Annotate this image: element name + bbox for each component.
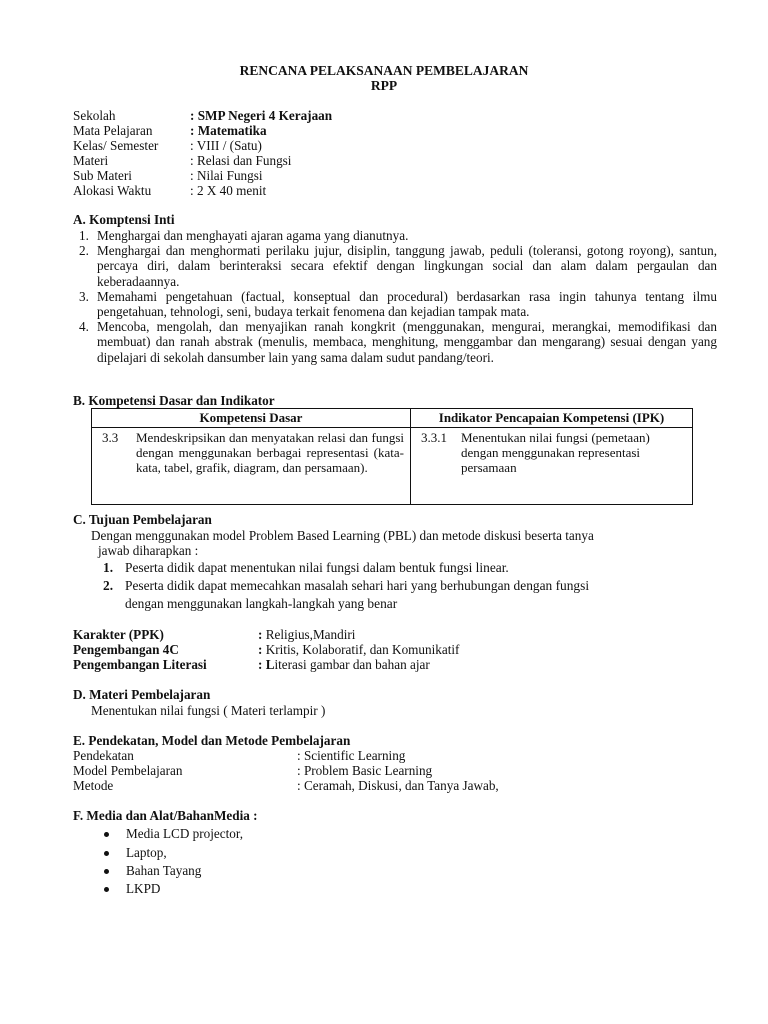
- tujuan-intro: Dengan menggunakan model Problem Based Learning (PBL) dan metode diskusi beserta tanya: [91, 528, 594, 543]
- list-item: 4. Mencoba, mengolah, dan menyajikan ranah kongkrit (menggunakan, mengurai, merangkai, memodifikasi dan membuat) dan ranah abstrak (menulis, membaca, menghitung, menggambar dan mengarang) sesuai dengan yang dipelajari di sekolah dansumber lain yang sama dalam sudut pandang/teori.: [79, 319, 717, 365]
- table-header-kd: Kompetensi Dasar: [92, 409, 411, 428]
- kd-text: Mendeskripsikan dan menyatakan relasi dan fungsi dengan menggunakan berbagai representasi (kata-kata, tabel, grafik, diagram, dan persamaan).: [136, 430, 404, 475]
- bullet-icon: [104, 832, 109, 837]
- info-label: Sekolah: [73, 108, 116, 123]
- tujuan-intro-cont: jawab diharapkan :: [98, 543, 199, 558]
- section-b-heading: B. Kompetensi Dasar dan Indikator: [73, 393, 275, 408]
- bullet-icon: [104, 869, 109, 874]
- document-subtitle: RPP: [370, 78, 398, 93]
- bullet-icon: [104, 851, 109, 856]
- list-item: 1. Menghargai dan menghayati ajaran agama yang dianutnya.: [79, 228, 409, 243]
- document-page: RENCANA PELAKSANAAN PEMBELAJARAN RPP Sekolah : SMP Negeri 4 Kerajaan Mata Pelajaran : Matematika Kelas/ Semester : VIII / (Satu) Materi : Relasi dan Fungsi Sub Materi : Nilai Fungsi Alokasi Waktu : 2 X 40 menit A. Komptensi Inti 1. Menghargai dan menghayati ajaran agama yang dianutnya. 2. Menghargai dan menghormati perilaku jujur, disiplin, tanggung jawab, peduli (toleransi, gotong royong), santun, percaya diri, dalam berinteraksi secara efektif dengan lingkungan social dan alam dalam pergaulan dan keberadaannya. 3. Memahami pengetahuan (factual, konseptual dan procedural) berdasarkan rasa ingin tahunya tentang ilmu pengetahuan, tehnologi, seni, budaya terkait fenomena dan kejadian tampak mata. 4. Mencoba, mengolah, dan menyajikan ranah kongkrit (menggunakan, mengurai, merangkai, memodifikasi dan membuat) dan ranah abstrak (menulis, membaca, menghitung, menggambar dan mengarang) sesuai dengan yang dipelajari di sekolah dansumber lain yang sama dalam sudut pandang/teori. B. Kompetensi Dasar dan Indikator Kompetensi Dasar Indikator Pencapaian Kompetensi (IPK) 3.3 Mendeskripsikan dan menyatakan relasi dan fungsi dengan menggunakan berbagai representasi (kata-kata, tabel, grafik, diagram, dan persamaan). 3.3.1 Menentukan nilai fungsi (pemetaan) dengan menggunakan representasi persamaan C. Tujuan Pembelajaran Dengan menggunakan model Problem Based Learning (PBL) dan metode diskusi beserta tanya jawab diharapkan : 1. Peserta didik dapat menentukan nilai fungsi dalam bentuk fungsi linear. 2. Peserta didik dapat memecahkan masalah sehari hari yang berhubungan dengan fungsi dengan menggunakan langkah-langkah yang benar Karakter (PPK) : Religius,Mandiri Pengembangan 4C : Kritis, Kolaboratif, dan Komunikatif Pengembangan Literasi : Literasi gambar dan bahan ajar D. Materi Pembelajaran Menentukan nilai fungsi ( Materi terlampir ) E. Pendekatan, Model dan Metode Pembelajaran Pendekatan : Scientific Learning Model Pembelajaran : Problem Basic Learning Metode : Ceramah, Diskusi, dan Tanya Jawab, F. Media dan Alat/BahanMedia : Media LCD projector, Laptop, Bahan Tayang LKPD: [0, 0, 768, 1024]
- materi-text: Menentukan nilai fungsi ( Materi terlampir ): [91, 703, 326, 718]
- info-value: : Relasi dan Fungsi: [190, 153, 292, 168]
- section-c-heading: C. Tujuan Pembelajaran: [73, 512, 212, 527]
- info-label: Materi: [73, 153, 109, 168]
- bullet-icon: [104, 887, 109, 892]
- list-item: 2. Menghargai dan menghormati perilaku jujur, disiplin, tanggung jawab, peduli (toleransi, gotong royong), santun, percaya diri, dalam berinteraksi secara efektif dengan lingkungan social dan alam dalam pergaulan dan keberadaannya.: [79, 243, 717, 289]
- info-value: : SMP Negeri 4 Kerajaan: [190, 108, 333, 123]
- ipk-cell: [411, 428, 693, 505]
- kompetensi-inti-list: [73, 228, 717, 365]
- info-label: Kelas/ Semester: [73, 138, 159, 153]
- info-value: : 2 X 40 menit: [190, 183, 267, 198]
- section-e-heading: E. Pendekatan, Model dan Metode Pembelajaran: [73, 733, 351, 748]
- list-item: 3. Memahami pengetahuan (factual, konseptual dan procedural) berdasarkan rasa ingin tahunya tentang ilmu pengetahuan, tehnologi, seni, budaya terkait fenomena dan kejadian tampak mata.: [79, 288, 717, 320]
- section-a-heading: A. Komptensi Inti: [73, 212, 175, 227]
- info-value: : Matematika: [190, 123, 267, 138]
- info-label: Mata Pelajaran: [73, 123, 153, 138]
- ipk-code: 3.3.1: [421, 430, 447, 445]
- kompetensi-table: [91, 408, 693, 505]
- info-value: : Nilai Fungsi: [190, 168, 263, 183]
- kd-code: 3.3: [102, 430, 119, 445]
- table-row: [92, 428, 693, 505]
- kd-cell: [92, 428, 411, 505]
- document-title: RENCANA PELAKSANAAN PEMBELAJARAN: [239, 63, 529, 78]
- section-f-heading: F. Media dan Alat/BahanMedia :: [73, 808, 258, 823]
- info-label: Alokasi Waktu: [73, 183, 152, 198]
- section-d-heading: D. Materi Pembelajaran: [73, 687, 211, 702]
- table-header-ipk: Indikator Pencapaian Kompetensi (IPK): [411, 409, 693, 428]
- info-value: : VIII / (Satu): [190, 138, 262, 153]
- info-label: Sub Materi: [73, 168, 132, 183]
- ipk-text: Menentukan nilai fungsi (pemetaan) dengan menggunakan representasi persamaan: [461, 430, 650, 475]
